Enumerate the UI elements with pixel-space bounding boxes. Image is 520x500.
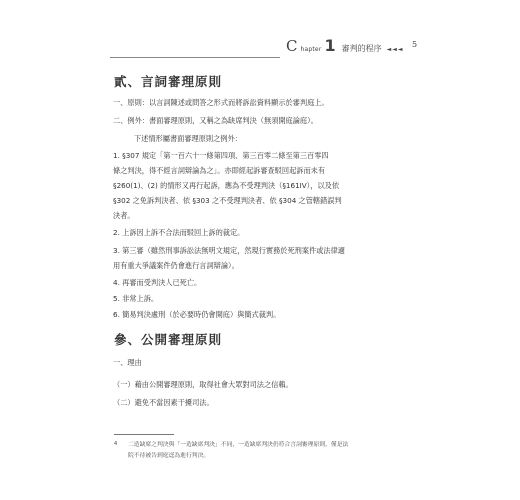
item4-text: 4. 再審而受判決人已死亡。 <box>113 278 202 287</box>
item2-text: 2. 上訴因上訴不合法而駁回上訴的裁定。 <box>113 228 245 237</box>
reason-item: （一）藉由公開審理原則，取得社會大眾對司法之信賴。 <box>113 380 293 389</box>
running-header <box>286 36 403 56</box>
principle-text: 一、原則：以言詞陳述或問答之形式而將訴訟資料顯示於審判庭上。 <box>113 98 329 107</box>
triple-arrow-icon: ◄◄◄ <box>386 46 404 53</box>
footnote-line: 院不待被告到庭逕為進行判決。 <box>128 453 210 459</box>
header-rule <box>110 57 280 58</box>
item1-line: §260(1)、(2) 的情形又再行起訴，應為不受理判決（§161IV），以及依 <box>113 181 340 190</box>
reason-item: （二）避免不當因素干擾司法。 <box>113 398 214 407</box>
item3-line: 3. 第三審（雖然刑事訴訟法無明文規定，然現行實務於死刑案件或法律適 <box>113 246 345 255</box>
item1-line: 條之判決，得不經言詞辯論為之」。亦即經起訴審查駁回起訴而未有 <box>113 166 326 175</box>
footnote-rule <box>114 434 174 435</box>
footnote-line: 二造缺席之判決與「一造缺席判決」不同，一造缺席判決仍符合言詞審理原則，僅是法 <box>128 442 349 448</box>
item1-line: 決者。 <box>113 211 135 220</box>
chapter-title: 審判的程序 <box>341 44 382 53</box>
item6-text: 6. 簡易判決處刑（於必要時仍會開庭）與簡式裁判。 <box>113 310 281 319</box>
chapter-letter: C <box>286 37 298 55</box>
footnote-marker: 4 <box>114 441 118 447</box>
section-title-public-hearing: 參、公開審理原則 <box>114 332 223 347</box>
section-title-oral-hearing: 貳、言詞審理原則 <box>114 74 223 89</box>
item1-line: 1. §307 規定「第一百六十一條第四項、第三百零二條至第三百零四 <box>113 151 329 160</box>
item5-text: 5. 非常上訴。 <box>113 294 159 303</box>
exception-text: 二、例外：書面審理原則，又稱之為缺席判決（無須開庭論庭）。 <box>113 116 318 125</box>
item1-line: §302 之免訴判決者、依 §303 之不受理判決者、依 §304 之管轄錯誤判 <box>113 196 342 205</box>
page-number: 5 <box>412 40 418 49</box>
chapter-word: hapter <box>300 46 322 53</box>
exception-intro: 下述情形屬書面審理原則之例外： <box>134 134 242 143</box>
item3-line: 用有重大爭議案件仍會進行言詞辯論）。 <box>113 261 239 270</box>
reason-heading: 一、理由 <box>113 358 142 367</box>
chapter-number: 1 <box>324 36 336 55</box>
